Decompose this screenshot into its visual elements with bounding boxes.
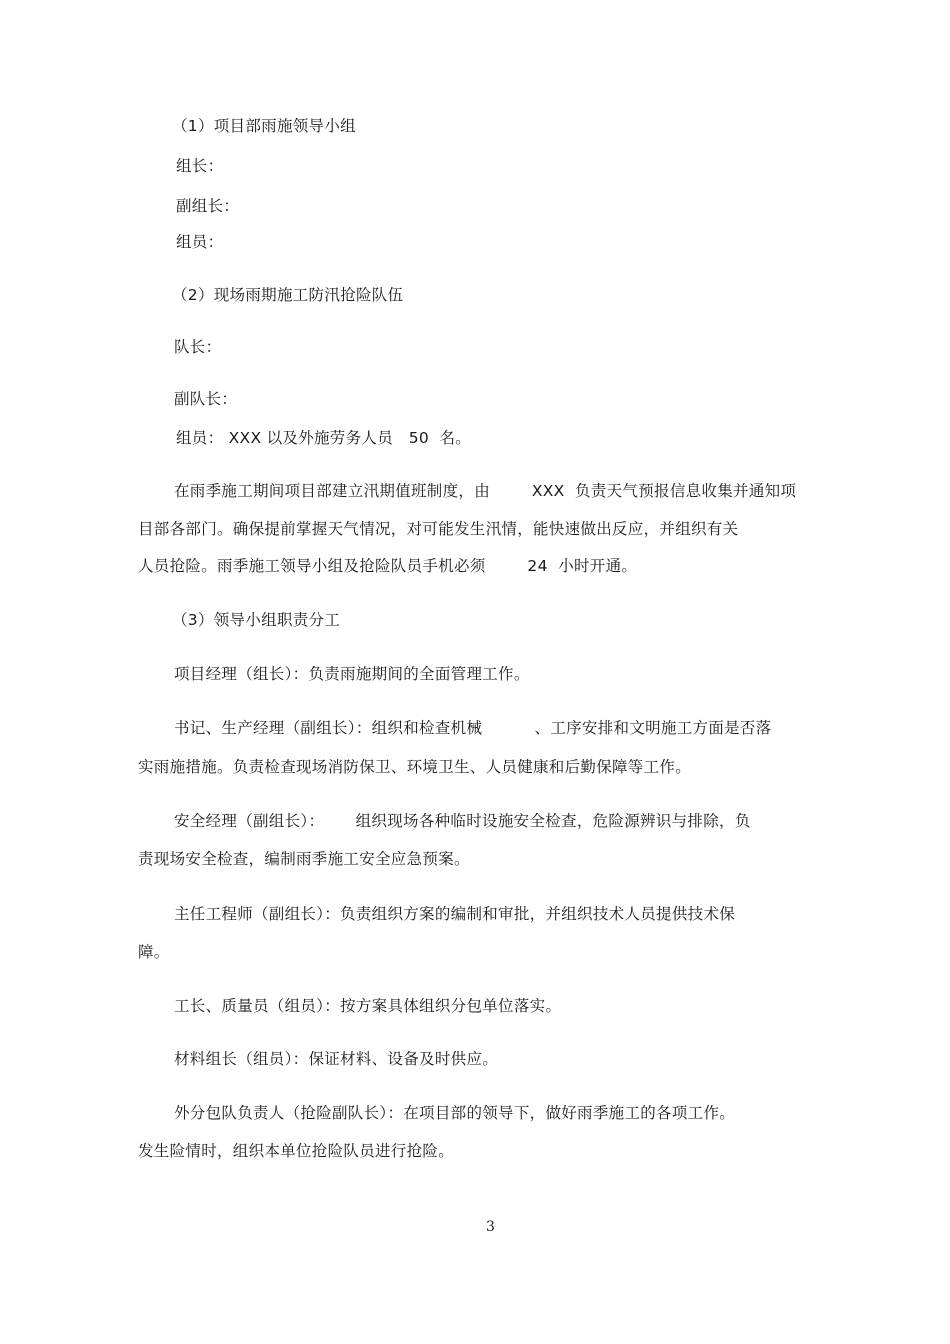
responsibility-subcontractor: 外分包队负责人（抢险副队长）：在项目部的领导下，做好雨季施工的各项工作。: [174, 1104, 736, 1122]
deputy-captain-field: 副队长：: [174, 390, 238, 408]
page-number: 3: [486, 1219, 495, 1235]
leader-field: 组长：: [176, 157, 224, 175]
member-field: 组员：: [176, 233, 224, 251]
responsibility-subcontractor: 发生险情时，组织本单位抢险队员进行抢险。: [138, 1142, 455, 1160]
duty-paragraph-line: 在雨季施工期间项目部建立汛期值班制度，由 XXX 负责天气预报信息收集并通知项: [174, 482, 797, 500]
responsibility-materials: 材料组长（组员）：保证材料、设备及时供应。: [174, 1050, 499, 1068]
responsibility-safety-manager: 安全经理（副组长）： 组织现场各种临时设施安全检查，危险源辨识与排除，负: [174, 812, 751, 830]
team-captain-field: 队长：: [174, 338, 222, 356]
deputy-leader-field: 副组长：: [176, 197, 240, 215]
responsibility-safety-manager: 责现场安全检查，编制雨季施工安全应急预案。: [138, 850, 470, 868]
responsibility-chief-engineer: 障。: [138, 943, 170, 961]
section-2-heading: （2）现场雨期施工防汛抢险队伍: [172, 286, 404, 304]
duty-paragraph-line: 目部各部门。确保提前掌握天气情况，对可能发生汛情，能快速做出反应，并组织有关: [138, 520, 739, 538]
responsibility-production-manager: 书记、生产经理（副组长）：组织和检查机械 、工序安排和文明施工方面是否落: [174, 719, 772, 737]
responsibility-chief-engineer: 主任工程师（副组长）：负责组织方案的编制和审批，并组织技术人员提供技术保: [174, 905, 736, 923]
responsibility-project-manager: 项目经理（组长）：负责雨施期间的全面管理工作。: [174, 665, 530, 683]
responsibility-foreman-qc: 工长、质量员（组员）：按方案具体组织分包单位落实。: [174, 997, 562, 1015]
section-1-heading: （1）项目部雨施领导小组: [172, 117, 356, 135]
duty-paragraph-line: 人员抢险。雨季施工领导小组及抢险队员手机必须 24 小时开通。: [138, 557, 638, 575]
section-3-heading: （3）领导小组职责分工: [172, 611, 341, 629]
team-member-field: 组员： XXX 以及外施劳务人员 50 名。: [176, 429, 472, 447]
responsibility-production-manager: 实雨施措施。负责检查现场消防保卫、环境卫生、人员健康和后勤保障等工作。: [138, 758, 692, 776]
